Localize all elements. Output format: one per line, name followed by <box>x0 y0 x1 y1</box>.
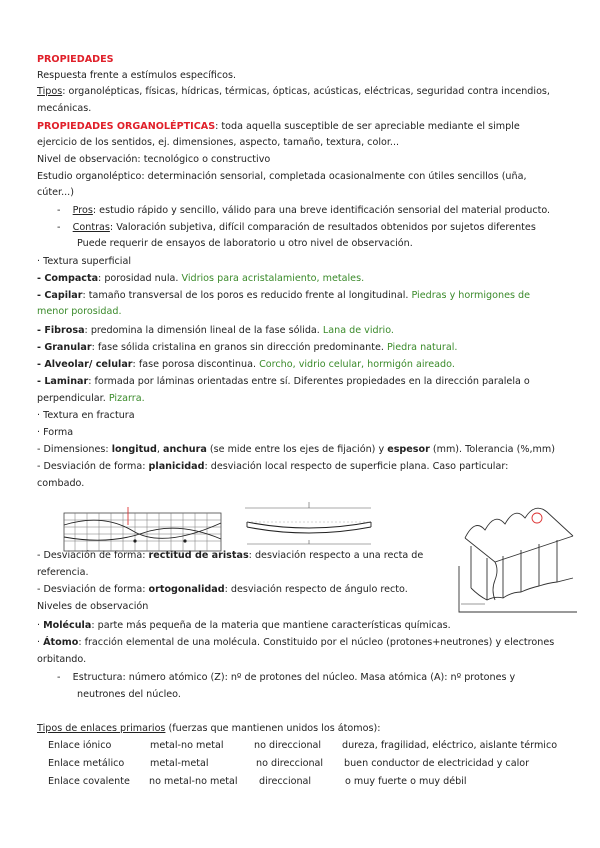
section-title: PROPIEDADES <box>37 54 114 65</box>
compacta-line: - Compacta: porosidad nula. Vidrios para acristalamiento, metales. <box>37 273 365 284</box>
pros-item: - Pros: estudio rápido y sencillo, válido para una breve identificación sensorial del material producto. <box>57 205 551 216</box>
ortogonalidad-line: - Desviación de forma: ortogonalidad: desviación respecto de ángulo recto. <box>37 584 408 595</box>
enlaces-table <box>37 740 565 796</box>
contras-item: - Contras: Valoración subjetiva, difícil comparación de resultados obtenidos por sujetos diferentes <box>57 222 536 233</box>
textura-fractura: · Textura en fractura <box>37 410 135 421</box>
atomo-line-2: orbitando. <box>37 654 87 665</box>
organo-line: PROPIEDADES ORGANOLÉPTICAS: toda aquella susceptible de ser apreciable mediante el simple <box>37 121 520 132</box>
granular-line: - Granular: fase sólida cristalina en granos sin dirección predominante. Piedra natural. <box>37 342 458 353</box>
capilar-line-2: menor porosidad. <box>37 306 122 317</box>
alveolar-line: - Alveolar/ celular: fase porosa discontinua. Corcho, vidrio celular, hormigón aireado. <box>37 359 455 370</box>
table-cell: no metal-no metal <box>149 776 238 787</box>
table-cell: Enlace covalente <box>48 776 130 787</box>
nivel-line: Nivel de observación: tecnológico o constructivo <box>37 154 271 165</box>
laminar-line-2: perpendicular. Pizarra. <box>37 393 145 404</box>
estructura-item: - Estructura: número atómico (Z): nº de protones del núcleo. Masa atómica (A): nº protones y <box>57 672 516 683</box>
tipos-line-2: mecánicas. <box>37 103 92 114</box>
textura-superficial: · Textura superficial <box>37 256 131 267</box>
capilar-line: - Capilar: tamaño transversal de los poros es reducido frente al longitudinal. Piedras y hormigones de <box>37 290 531 301</box>
molecula-line: · Molécula: parte más pequeña de la materia que mantiene características químicas. <box>37 620 451 631</box>
ortogonalidad-figure <box>455 500 580 615</box>
estudio-line: Estudio organoléptico: determinación sensorial, completada ocasionalmente con útiles sencillos (uña, <box>37 171 527 182</box>
table-cell: metal-no metal <box>150 740 224 751</box>
dimensiones-line: - Dimensiones: longitud, anchura (se mide entre los ejes de fijación) y espesor (mm). Tolerancia (%,mm) <box>37 444 555 455</box>
planicidad-figure <box>63 505 223 553</box>
table-cell: Enlace metálico <box>48 758 125 769</box>
table-cell: Enlace iónico <box>48 740 112 751</box>
table-cell: direccional <box>259 776 312 787</box>
planicidad-line-2: combado. <box>37 478 85 489</box>
table-cell: no direccional <box>256 758 324 769</box>
forma-line: · Forma <box>37 427 74 438</box>
fibrosa-line: - Fibrosa: predomina la dimensión lineal de la fase sólida. Lana de vidrio. <box>37 325 394 336</box>
organo-line-2: ejercicio de los sentidos, ej. dimensiones, aspecto, tamaño, textura, color... <box>37 137 400 148</box>
atomo-line: · Átomo: fracción elemental de una molécula. Constituido por el núcleo (protones+neutrones) y electrones <box>37 637 555 648</box>
planicidad-line: - Desviación de forma: planicidad: desviación local respecto de superficie plana. Caso particular: <box>37 461 509 472</box>
contras-item-2: Puede requerir de ensayos de laboratorio u otro nivel de observación. <box>77 238 413 249</box>
table-cell: buen conductor de electricidad y calor <box>344 758 530 769</box>
estudio-line-2: cúter...) <box>37 187 74 198</box>
rectitud-line: - Desviación de forma: rectitud de aristas: desviación respecto a una recta de <box>37 550 424 561</box>
estructura-item-2: neutrones del núcleo. <box>77 689 181 700</box>
table-cell: o muy fuerte o muy débil <box>345 776 467 787</box>
tipos-line: Tipos: organolépticas, físicas, hídricas, térmicas, ópticas, acústicas, eléctricas, seguridad contra incendios, <box>37 86 550 97</box>
table-cell: no direccional <box>254 740 322 751</box>
enlaces-heading: Tipos de enlaces primarios (fuerzas que mantienen unidos los átomos): <box>37 723 381 734</box>
combado-figure <box>243 500 378 548</box>
laminar-line: - Laminar: formada por láminas orientadas entre sí. Diferentes propiedades en la dirección paralela o <box>37 376 530 387</box>
intro-text: Respuesta frente a estímulos específicos. <box>37 70 237 81</box>
table-cell: metal-metal <box>150 758 209 769</box>
rectitud-line-2: referencia. <box>37 567 89 578</box>
niveles-line: Niveles de observación <box>37 601 149 612</box>
table-cell: dureza, fragilidad, eléctrico, aislante térmico <box>342 740 558 751</box>
